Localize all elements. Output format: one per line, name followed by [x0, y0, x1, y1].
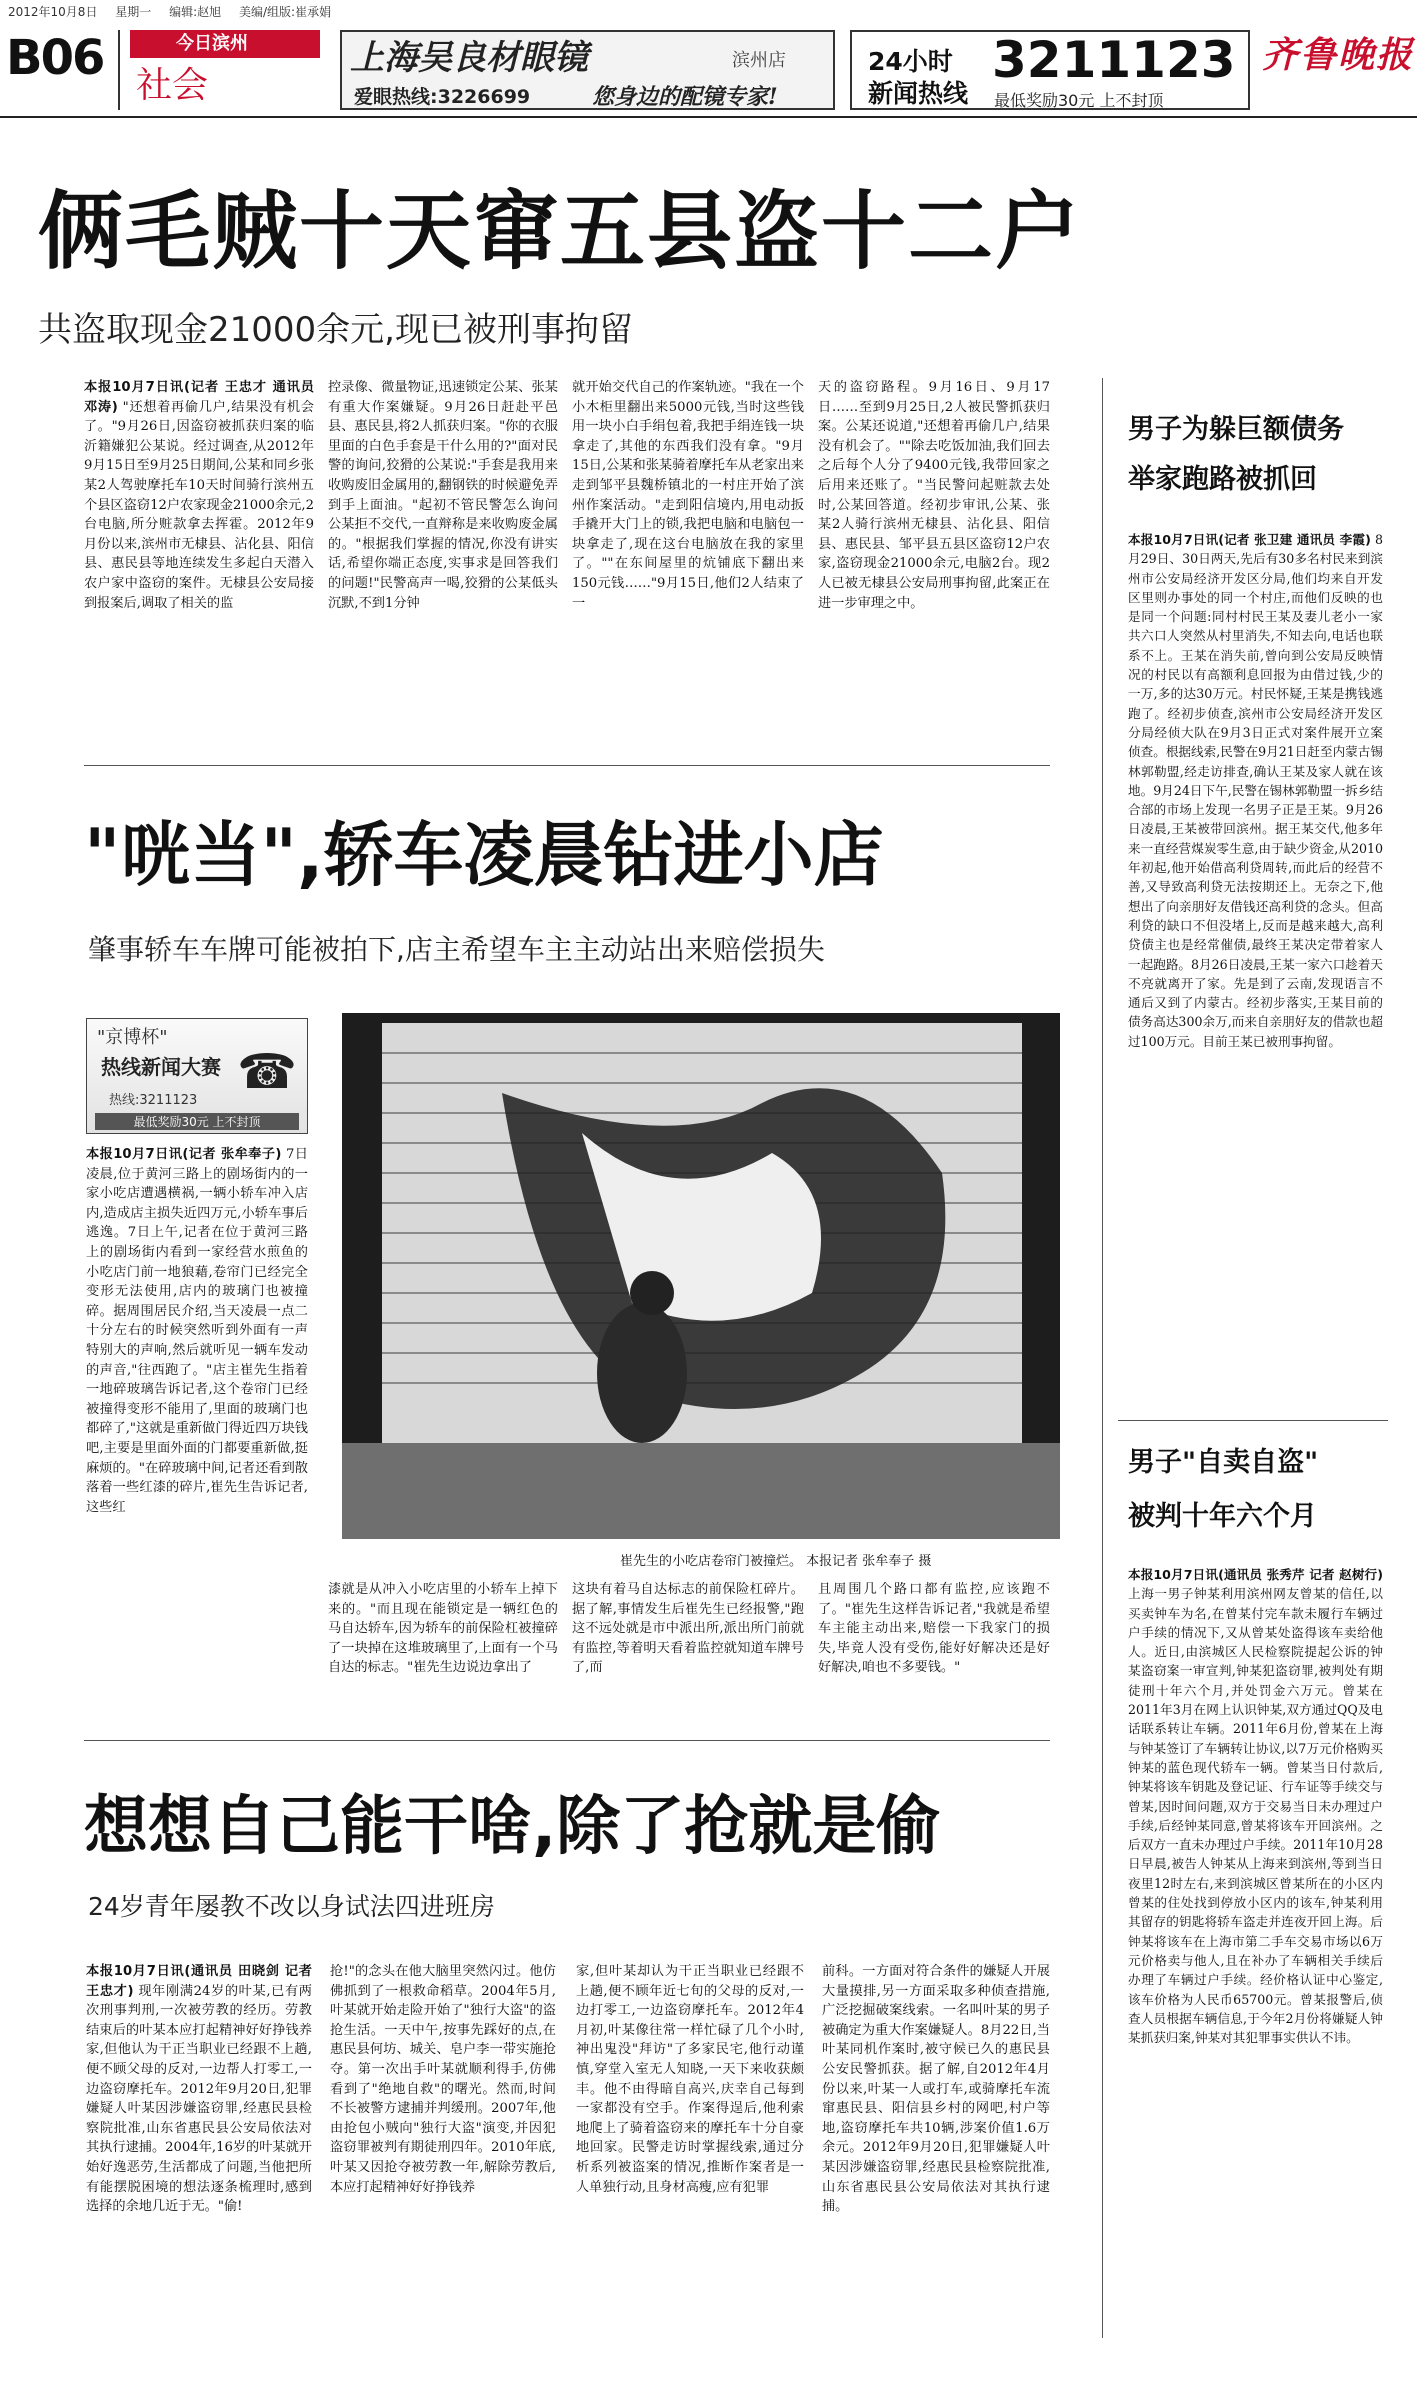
ad-store: 滨州店	[732, 50, 786, 71]
article1-col4	[818, 378, 1050, 748]
sidebar-divider	[1102, 378, 1103, 2338]
sidebar2-text: 上海一男子钟某利用滨州网友曾某的信任,以买卖钟车为名,在曾某付完车款未履行车辆过户手续的情况下,又从曾某处盗得该车卖给他人。近日,由滨城区人民检察院提起公诉的钟某盗窃案一审宣判,钟某犯盗窃罪,被判处有期徒刑十年六个月,并处罚金六万元。曾某在2011年3月在网上认识钟某,双方通过QQ及电话联系转让车辆。2011年6月份,曾某在上海与钟某签订了车辆转让协议,以7万元价格购买钟某的蓝色现代轿车一辆。曾某当日付款后,钟某将该车钥匙及登记证、行车证等手续交与曾某,因时间问题,双方于交易当日未办理过户手续,后经钟某同意,曾某将该车开回滨州。之后双方一直未办理过户手续。2011年10月28日早晨,被告人钟某从上海来到滨州,等到当日夜里12时左右,来到滨城区曾某所在的小区内曾某的住处找到停放小区内的该车,钟某利用其留存的钥匙将轿车盗走并连夜开回上海。后钟某将该车在上海市第二手车交易市场以6万元价格卖与他人,且在补办了车辆相关手续后办理了车辆过户手续。经价格认证中心鉴定,该车价格为人民币65700元。曾某报警后,侦查人员根据车辆信息,于今年2月份将嫌疑人钟某抓获归案,钟某对其犯罪事实供认不讳。	[1128, 1586, 1383, 2046]
article3-headline: 想想自己能干啥,除了抢就是偷	[84, 1790, 941, 1864]
optical-ad[interactable]	[340, 30, 835, 110]
promo-reward: 最低奖励30元 上不封顶	[95, 1113, 299, 1130]
article1-headline: 俩毛贼十天窜五县盗十二户	[38, 183, 1083, 282]
ad-hotline: 爱眼热线:3226699	[354, 86, 531, 108]
designer-credit: 美编/组版:崔承娟	[239, 5, 332, 19]
header-rule	[0, 116, 1417, 118]
news-hotline-box	[850, 30, 1250, 110]
sidebar1-title-line1: 男子为躲巨额债务	[1128, 414, 1344, 445]
promo-hotline: 热线:3211123	[109, 1093, 198, 1108]
section-tag-label: 今日滨州	[176, 33, 248, 54]
page-number: B06	[6, 30, 104, 86]
ad-brand: 上海吴良材眼镜	[350, 38, 588, 78]
article3-col1	[86, 1962, 312, 2362]
issue-weekday: 星期一	[115, 5, 152, 19]
article3-col2-text: 抢!"的念头在他大脑里突然闪过。他仿佛抓到了一根救命稻草。2004年5月,叶某就开始走险开始了"独行大盗"的盗抢生活。一天中午,按事先踩好的点,在惠民县何坊、城关、皂户李一带实施抢夺。第一次出手叶某就顺利得手,仿佛看到了"绝地自救"的曙光。然而,时间不长被警方逮捕并判缓刑。2007年,他由抢包小贼向"独行大盗"演变,并因犯盗窃罪被判有期徒刑四年。2010年底,叶某又因抢夺被劳教一年,解除劳教后,本应打起精神好好挣钱养	[330, 1964, 556, 2195]
article2-col2-text: 漆就是从冲入小吃店里的小轿车上掉下来的。"而且现在能锁定是一辆红色的马自达轿车,因为轿车的前保险杠被撞碎了一块掉在这堆玻璃里了,上面有一个马自达的标志。"崔先生边说边拿出了	[328, 1582, 558, 1676]
article1-byline: 本报10月7日讯(记者 王忠才 通讯员 邓涛)	[84, 380, 314, 415]
article1-subhead: 共盗取现金21000余元,现已被刑事拘留	[38, 310, 633, 350]
article1-col4-text: 天的盗窃路程。9月16日、9月17日……至到9月25日,2人被民警抓获归案。公某还说道,"还想着再偷几户,结果没有机会了。""除去吃饭加油,我们回去之后每个人分了9400元钱,我带回家之后用来还账了。"当民警问起赃款去处时,公某回答道。经初步审讯,公某、张某2人骑行滨州无棣县、沾化县、阳信县、惠民县、邹平县五县区盗窃12户农家,盗窃现金21000余元,电脑2台。现2人已被无棣县公安局刑事拘留,此案正在进一步审理之中。	[818, 380, 1050, 611]
editor-credit: 编辑:赵旭	[169, 5, 222, 19]
newspaper-logo: 齐鲁晚报	[1262, 34, 1415, 76]
article2-bottom-rule	[84, 1740, 1050, 1741]
article3-col4	[822, 1962, 1050, 2362]
article3-byline: 本报10月7日讯(通讯员 田晓剑 记者 王忠才)	[86, 1964, 312, 1999]
promo-title: "京博杯"	[97, 1027, 168, 1048]
hotline-contest-promo	[86, 1018, 308, 1134]
sidebar2-title-line2: 被判十年六个月	[1128, 1501, 1317, 1532]
news-label-2: 新闻热线	[868, 79, 969, 108]
article2-subhead: 肇事轿车车牌可能被拍下,店主希望车主主动站出来赔偿损失	[88, 933, 825, 966]
article2-col4	[818, 1580, 1050, 1715]
article2-col2	[328, 1580, 558, 1715]
sidebar2-body	[1128, 1565, 1383, 2365]
article2-col3-text: 这块有着马自达标志的前保险杠碎片。据了解,事情发生后崔先生已经报警,"跑这不远处就是市中派出所,派出所门前就有监控,等着明天看着监控就知道车牌号了,而	[572, 1582, 804, 1676]
article1-col2-text: 控录像、微量物证,迅速锁定公某、张某有重大作案嫌疑。9月26日赶赴平邑县、惠民县,将2人抓获归案。"你的衣服里面的白色手套是干什么用的?"面对民警的询问,狡猾的公某说:"手套是我用来收购废旧金属用的,翻钢铁的时候避免弄到手上面油。"起初不管民警怎么询问公某拒不交代,一直辩称是来收购废金属的。"根据我们掌握的情况,你没有讲实话,希望你端正态度,实事求是回答我们的问题!"民警高声一喝,狡猾的公某低头沉默,不到1分钟	[328, 380, 558, 611]
article3-col1-text: 现年刚满24岁的叶某,已有两次刑事判刑,一次被劳教的经历。劳教结束后的叶某本应打起精神好好挣钱养家,但他认为干正当职业已经跟不上趟,便不顾父母的反对,一边帮人打零工,一边盗窃摩托车。2012年9月20日,犯罪嫌疑人叶某因涉嫌盗窃罪,经惠民县检察院批准,山东省惠民县公安局依法对其执行逮捕。2004年,16岁的叶某就开始好逸恶劳,生活都成了问题,当他把所有能摆脱困境的想法逐条梳理时,感到选择的余地几近于无。"偷!	[86, 1983, 312, 2215]
article1-col3-text: 就开始交代自己的作案轨迹。"我在一个小木柜里翻出来5000元钱,当时这些钱用一块小白手绢包着,我把手绢连钱一块拿走了,其他的东西我们没有拿。"9月15日,公某和张某骑着摩托车从老家出来走到邹平县魏桥镇北的一村庄开始了滨州作案活动。"走到阳信境内,用电动扳手撬开大门上的锁,我把电脑和电脑包一块拿走了,现在这台电脑放在我的家里了。""在东间屋里的炕铺底下翻出来150元钱……"9月15日,他们2人结束了一	[572, 380, 804, 611]
article2-col1	[86, 1145, 308, 1715]
article3-col3	[576, 1962, 804, 2362]
telephone-icon: ☎	[237, 1044, 297, 1100]
news-hotline-number[interactable]: 3211123	[992, 31, 1236, 89]
article3-col3-text: 家,但叶某却认为干正当职业已经跟不上趟,便不顾年近七旬的父母的反对,一边打零工,一边盗窃摩托车。2012年4月初,叶某像往常一样忙碌了几个小时,神出鬼没"拜访"了多家民宅,他行动谨慎,穿堂入室无人知晓,一天下来收获颇丰。他不由得暗自高兴,庆幸自己每到一家都没有空手。作案得逞后,他利索地爬上了骑着盗窃来的摩托车十分自豪地回家。民警走访时掌握线索,通过分析系列被盗案的情况,推断作案者是一人单独行动,且身材高瘦,应有犯罪	[576, 1964, 804, 2195]
ad-slogan: 您身边的配镜专家!	[592, 84, 778, 110]
article1-col1	[84, 378, 314, 748]
news-photo-damaged-shutter	[342, 1013, 1060, 1539]
article1-col2	[328, 378, 558, 748]
article3-subhead: 24岁青年屡教不改以身试法四进班房	[88, 1892, 495, 1921]
news-label-1: 24小时	[868, 47, 953, 76]
article1-col1-text: "还想着再偷几户,结果没有机会了。"9月26日,因盗窃被抓获归案的临沂籍嫌犯公某说。经过调查,从2012年9月15日至9月25日期间,公某和同乡张某2人驾驶摩托车10天时间骑行滨州五个县区盗窃12户农家现金21000余元,2台电脑,所分赃款拿去挥霍。2012年9月份以来,滨州市无棣县、沾化县、阳信县、惠民县等地连续发生多起白天潜入农户家中盗窃的案件。无棣县公安局接到报案后,调取了相关的监	[84, 399, 314, 611]
sidebar1-title-line2: 举家跑路被抓回	[1128, 464, 1317, 495]
section-name: 社会	[136, 65, 209, 106]
article2-byline: 本报10月7日讯(记者 张牟奉子)	[86, 1147, 282, 1162]
article2-col3	[572, 1580, 804, 1715]
header-meta	[8, 4, 508, 22]
sidebar2-byline: 本报10月7日讯(通讯员 张秀芹 记者 赵树行)	[1128, 1567, 1383, 1582]
promo-subtitle: 热线新闻大赛	[101, 1055, 221, 1079]
article3-col4-text: 前科。一方面对符合条件的嫌疑人开展大量摸排,另一方面采取多种侦查措施,广泛挖掘破案线索。一名叫叶某的男子被确定为重大作案嫌疑人。8月22日,当叶某同机作案时,被守候已久的惠民县公安民警抓获。据了解,自2012年4月份以来,叶某一人或打车,或骑摩托车流窜惠民县、阳信县乡村的网吧,村户等地,盗窃摩托车共10辆,涉案价值1.6万余元。2012年9月20日,犯罪嫌疑人叶某因涉嫌盗窃罪,经惠民县检察院批准,山东省惠民县公安局依法对其执行逮捕。	[822, 1964, 1050, 2215]
sidebar1-byline: 本报10月7日讯(记者 张卫建 通讯员 李霞)	[1128, 532, 1371, 547]
section-tag	[130, 30, 320, 58]
sidebar1-body	[1128, 530, 1383, 1410]
sidebar1-text: 8月29日、30日两天,先后有30多名村民来到滨州市公安局经济开发区分局,他们均来自开发区里则办事处的同一个村庄,而他们反映的也是同一个问题:同村村民王某及妻儿老小一家共六口人突然从村里消失,不知去向,电话也联系不上。王某在消失前,曾向到公安局反映情况的村民以有高额利息回报为由借过钱,少的一万,多的达30万元。村民怀疑,王某是携钱逃跑了。经初步侦查,滨州市公安局经济开发区分局经侦大队在9月3日正式对案件展开立案侦查。根据线索,民警在9月21日赶至内蒙古锡林郭勒盟,经走访排查,确认王某及家人就在该地。9月24日下午,民警在锡林郭勒盟一拆乡结合部的市场上发现一名男子正是王某。9月26日凌晨,王某被带回滨州。据王某交代,他多年来一直经营煤炭零生意,由于缺少资金,从2010年初起,他开始借高利贷周转,而此后的经营不善,又导致高利贷无法按期还上。无奈之下,他想出了向亲朋好友借钱还高利贷的念头。但高利贷的缺口不但没堵上,反而是越来越大,高利贷债主也是经常催债,最终王某决定带着家人一起跑路。8月26日凌晨,王某一家六口趁着天不亮就离开了家。先是到了云南,发现语言不通后又到了内蒙古。经初步落实,王某目前的债务高达300余万,而来自亲朋好友的借款也超过100万元。目前王某已被刑事拘留。	[1128, 532, 1383, 1049]
photo-illustration	[342, 1013, 1060, 1539]
sidebar2-title-line1: 男子"自卖自盗"	[1128, 1447, 1319, 1478]
header-divider	[118, 30, 120, 110]
article1-col3	[572, 378, 804, 748]
article2-col1-text: 7日凌晨,位于黄河三路上的剧场街内的一家小吃店遭遇横祸,一辆小轿车冲入店内,造成店主损失近四万元,小轿车事后逃逸。7日上午,记者在位于黄河三路上的剧场街内看到一家经营水煎鱼的小吃店门前一地狼藉,卷帘门已经完全变形无法使用,店内的玻璃门也被撞碎。据周围居民介绍,当天凌晨一点二十分左右的时候突然听到外面有一声特别大的声响,然后就听见一辆车发动的声音,"往西跑了。"店主崔先生指着一地碎玻璃告诉记者,这个卷帘门已经被撞得变形不能用了,里面的玻璃门也都碎了,"这就是重新做门得近四万块钱吧,主要是里面外面的门都要重新做,挺麻烦的。"在碎玻璃中间,记者还看到散落着一些红漆的碎片,崔先生告诉记者,这些红	[86, 1147, 308, 1515]
article2-headline: "咣当",轿车凌晨钻进小店	[84, 814, 884, 896]
article2-col4-text: 且周围几个路口都有监控,应该跑不了。"崔先生这样告诉记者,"我就是希望车主能主动出来,赔偿一下我家门的损失,毕竟人没有受伤,能好好解决还是好好解决,咱也不多要钱。"	[818, 1582, 1050, 1676]
news-reward: 最低奖励30元 上不封顶	[994, 91, 1164, 110]
sidebar1-bottom-rule	[1118, 1420, 1388, 1421]
photo-caption: 崔先生的小吃店卷帘门被撞烂。 本报记者 张牟奉子 摄	[620, 1554, 932, 1569]
article1-bottom-rule	[84, 765, 1050, 766]
article3-col2	[330, 1962, 556, 2362]
issue-date: 2012年10月8日	[8, 5, 98, 19]
